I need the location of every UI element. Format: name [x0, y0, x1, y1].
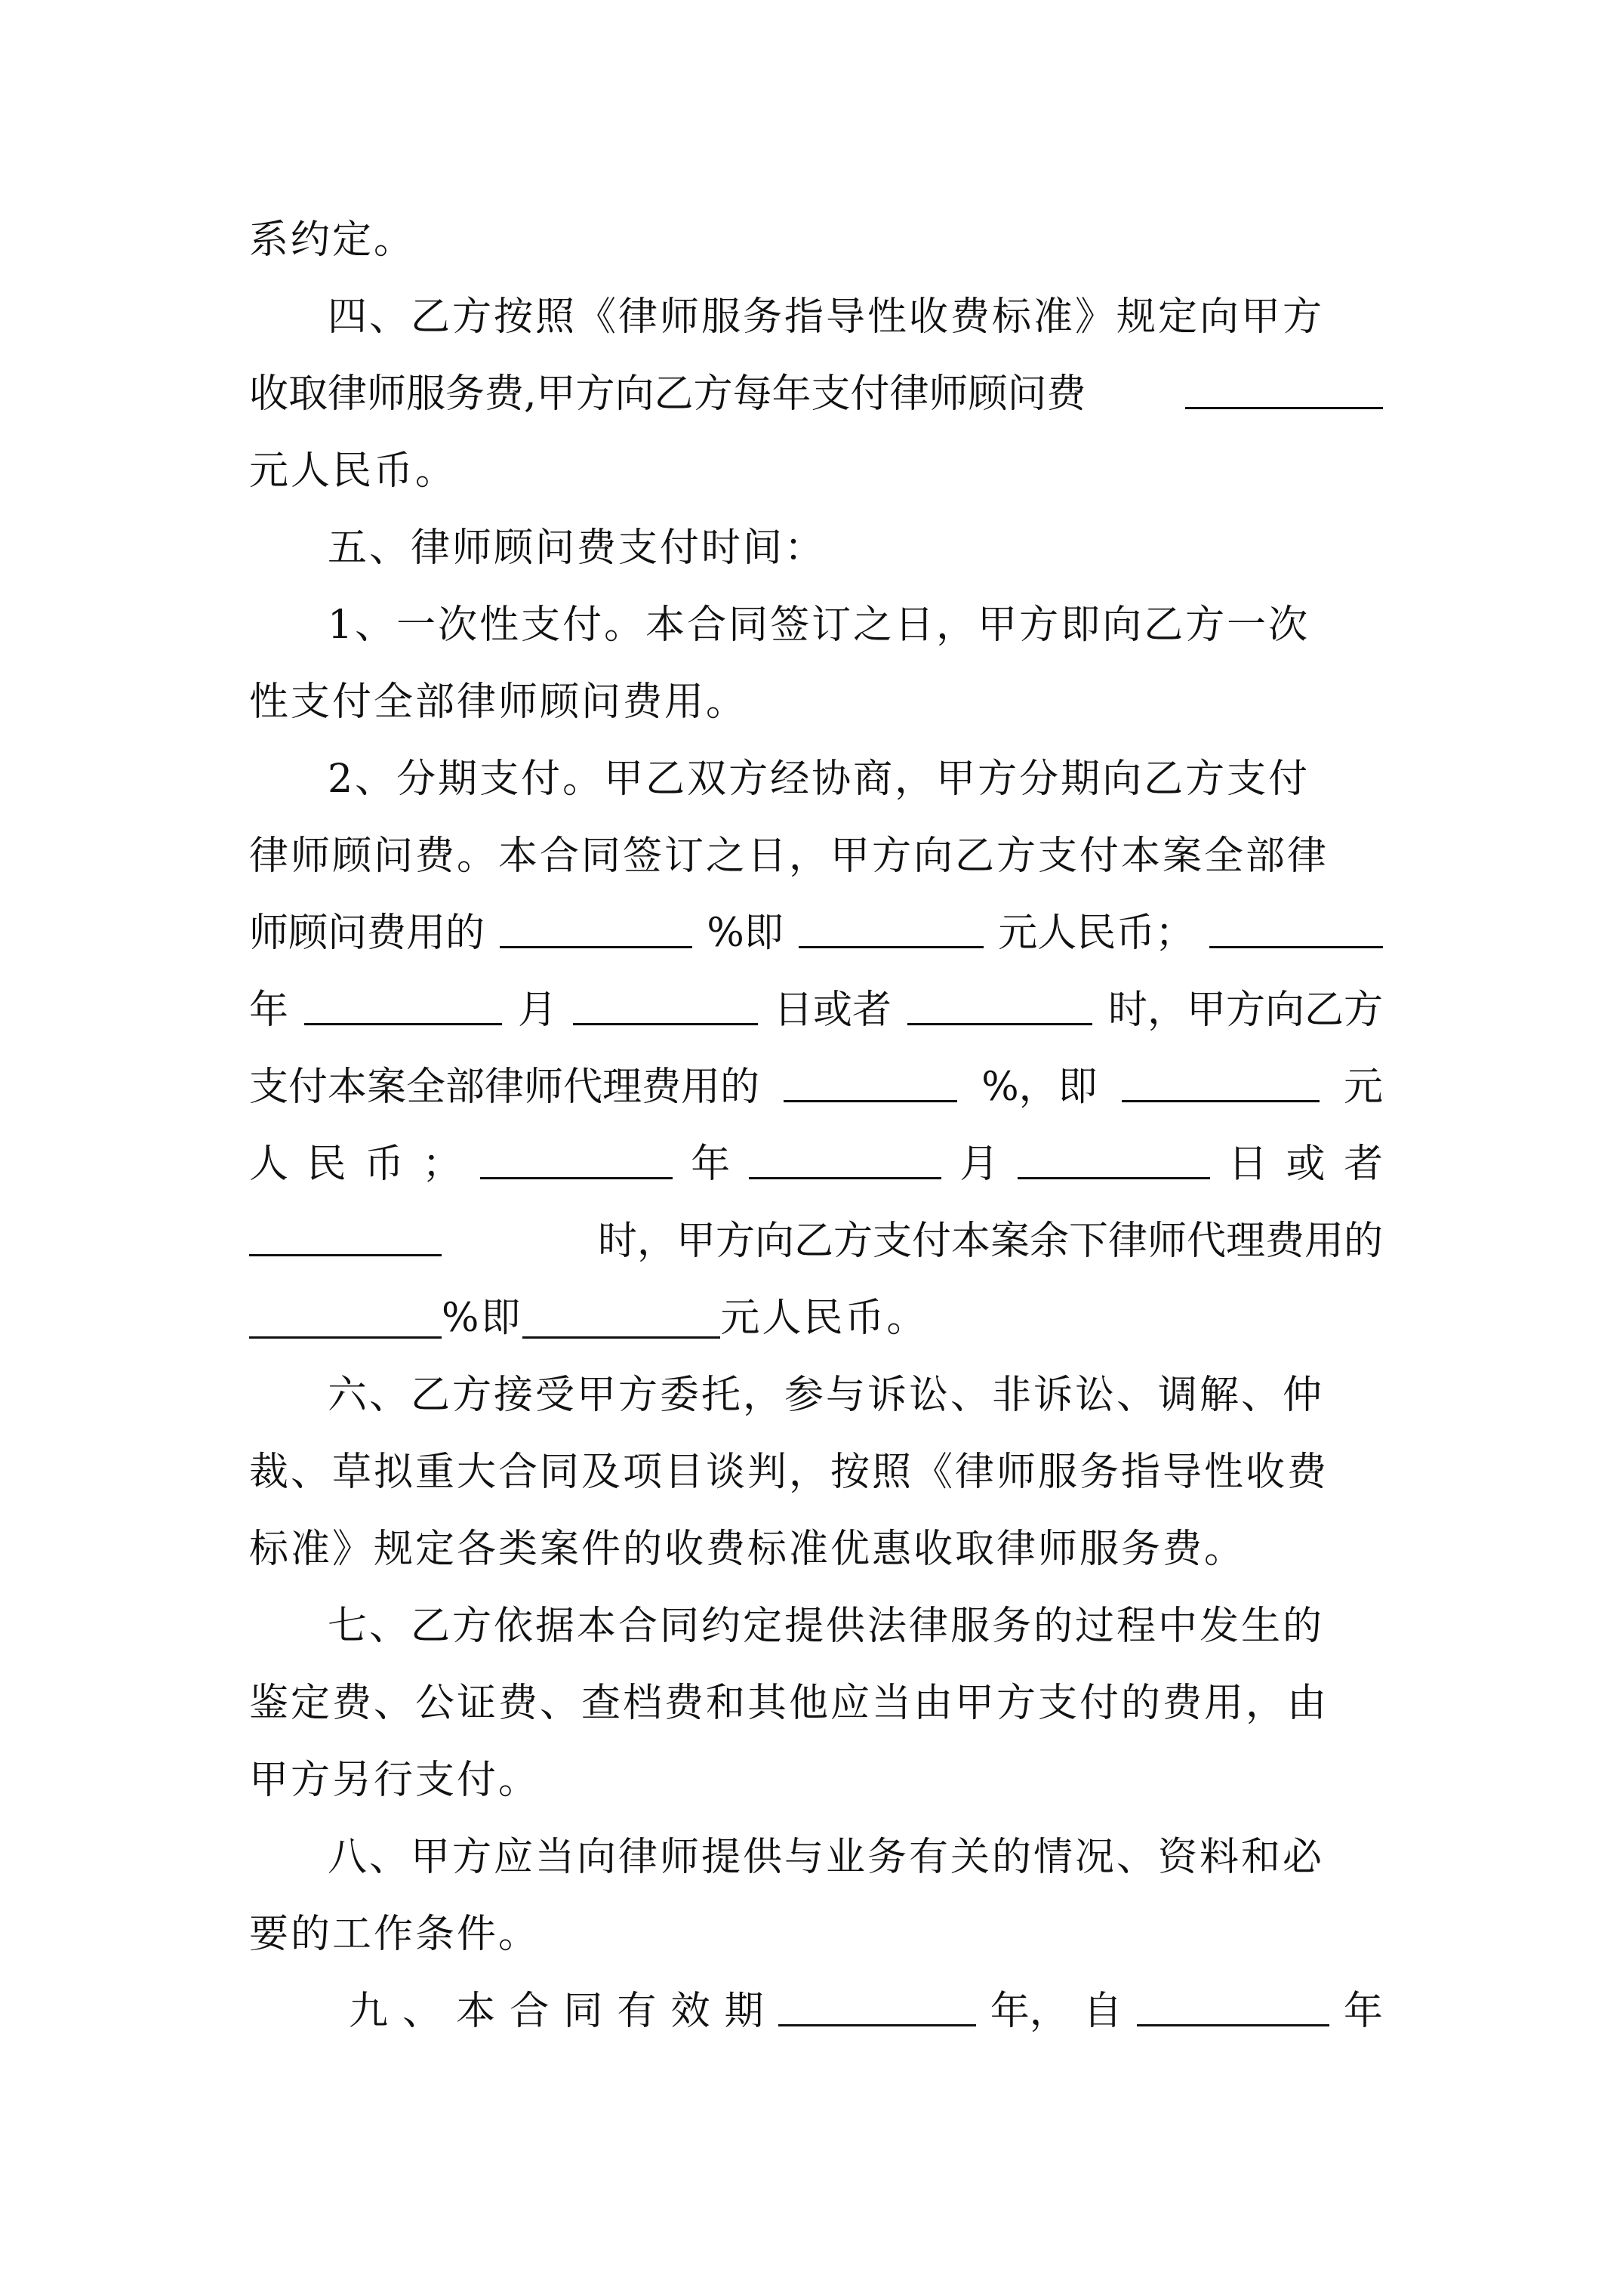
- clause-8-line-2: 要的工作条件。: [249, 1912, 540, 1957]
- clause-5-item-2-line-6: [249, 1126, 1383, 1203]
- clause-5-item-2-line-5: [249, 1049, 1383, 1126]
- clause-5-item-1-line-2: 性支付全部律师顾问费用。: [249, 680, 748, 725]
- start-year-blank[interactable]: [1137, 1979, 1329, 2026]
- clause-5-item-2-line-3: [249, 895, 1383, 972]
- year-blank[interactable]: [480, 1132, 673, 1179]
- text-segment: 元: [1343, 1065, 1383, 1110]
- text-char: 年: [1343, 1989, 1383, 2034]
- text-char: 合: [510, 1989, 550, 2034]
- clause-5-item-1-line-1: 1、一次性支付。本合同签订之日，甲方即向乙方一次: [328, 603, 1310, 648]
- text-char: ；: [422, 1142, 462, 1187]
- text-char: 同: [563, 1989, 603, 2034]
- clause-8-line-1: 八、甲方应当向律师提供与业务有关的情况、资料和必: [328, 1835, 1325, 1880]
- text-char: 年: [691, 1142, 731, 1187]
- time-blank[interactable]: [249, 1209, 442, 1256]
- term-years-blank[interactable]: [778, 1979, 976, 2026]
- text-line: 系约定。: [249, 217, 416, 263]
- text-segment: %即: [442, 1296, 523, 1341]
- text-char: 、: [402, 1989, 442, 2034]
- clause-5-item-2-line-1: 2、分期支付。甲乙双方经协商，甲方分期向乙方支付: [328, 757, 1310, 802]
- text-segment: 支付本案全部律师代理费用的: [249, 1065, 760, 1110]
- clause-5-item-2-line-2: 律师顾问费。本合同签订之日，甲方向乙方支付本案全部律: [249, 834, 1329, 879]
- day-blank[interactable]: [1018, 1132, 1210, 1179]
- amount-blank[interactable]: [522, 1291, 720, 1339]
- percent-blank[interactable]: [784, 1055, 957, 1102]
- text-char: 自: [1083, 1989, 1123, 2034]
- clause-4-line-3: 元人民币。: [249, 448, 457, 494]
- text-char: 期: [724, 1989, 764, 2034]
- clause-5-item-2-line-4: [249, 972, 1383, 1049]
- text-char: 效: [670, 1989, 710, 2034]
- text-segment: 年: [249, 988, 289, 1033]
- text-char: 本: [456, 1989, 496, 2034]
- text-segment: %即: [707, 911, 784, 956]
- text-segment: 时，甲方向乙方: [1107, 988, 1383, 1033]
- clause-6-line-3: 标准》规定各类案件的收费标准优惠收取律师服务费。: [249, 1527, 1246, 1572]
- text-char: 九: [349, 1989, 389, 2034]
- day-blank[interactable]: [573, 978, 758, 1025]
- text-segment: 师顾问费用的: [249, 911, 485, 956]
- time-blank[interactable]: [907, 978, 1092, 1025]
- text-segment: 月: [517, 988, 557, 1033]
- text-segment: 元人民币。: [720, 1296, 929, 1341]
- month-blank[interactable]: [304, 978, 502, 1025]
- clause-5-item-2-line-8: [249, 1280, 1383, 1357]
- text-segment: 年，: [990, 1989, 1069, 2034]
- text-segment: 时，甲方向乙方支付本案余下律师代理费用的: [597, 1219, 1383, 1264]
- text-segment: %，即: [981, 1065, 1098, 1110]
- text-char: 人: [249, 1142, 289, 1187]
- clause-4-line-1: 四、乙方按照《律师服务指导性收费标准》规定向甲方: [328, 294, 1325, 340]
- year-blank[interactable]: [1209, 901, 1383, 948]
- text-segment: 元人民币；: [998, 911, 1195, 956]
- clause-4-line-2: [249, 356, 1383, 433]
- clause-7-line-1: 七、乙方依据本合同约定提供法律服务的过程中发生的: [328, 1604, 1325, 1649]
- text-char: 日: [1228, 1142, 1268, 1187]
- clause-7-line-2: 鉴定费、公证费、查档费和其他应当由甲方支付的费用，由: [249, 1681, 1329, 1726]
- text-segment: 收取律师服务费,甲方向乙方每年支付律师顾问费: [249, 371, 1086, 417]
- clause-6-line-1: 六、乙方接受甲方委托，参与诉讼、非诉讼、调解、仲: [328, 1373, 1325, 1418]
- text-segment: 日或者: [773, 988, 892, 1033]
- text-char: 民: [306, 1142, 346, 1187]
- clause-5-heading: 五、律师顾问费支付时间：: [328, 525, 827, 571]
- fee-blank[interactable]: [1185, 362, 1383, 409]
- amount-blank[interactable]: [1122, 1055, 1320, 1102]
- text-char: 或: [1286, 1142, 1326, 1187]
- clause-7-line-3: 甲方另行支付。: [249, 1758, 540, 1803]
- percent-blank[interactable]: [500, 901, 692, 948]
- clause-5-item-2-line-7: [249, 1203, 1383, 1280]
- clause-6-line-2: 裁、草拟重大合同及项目谈判，按照《律师服务指导性收费: [249, 1450, 1329, 1495]
- clause-9-line-1: [349, 1973, 1383, 2050]
- percent-blank[interactable]: [249, 1291, 442, 1339]
- text-char: 者: [1343, 1142, 1383, 1187]
- amount-blank[interactable]: [799, 901, 984, 948]
- text-char: 有: [617, 1989, 657, 2034]
- month-blank[interactable]: [749, 1132, 941, 1179]
- text-char: 月: [959, 1142, 999, 1187]
- text-char: 币: [364, 1142, 404, 1187]
